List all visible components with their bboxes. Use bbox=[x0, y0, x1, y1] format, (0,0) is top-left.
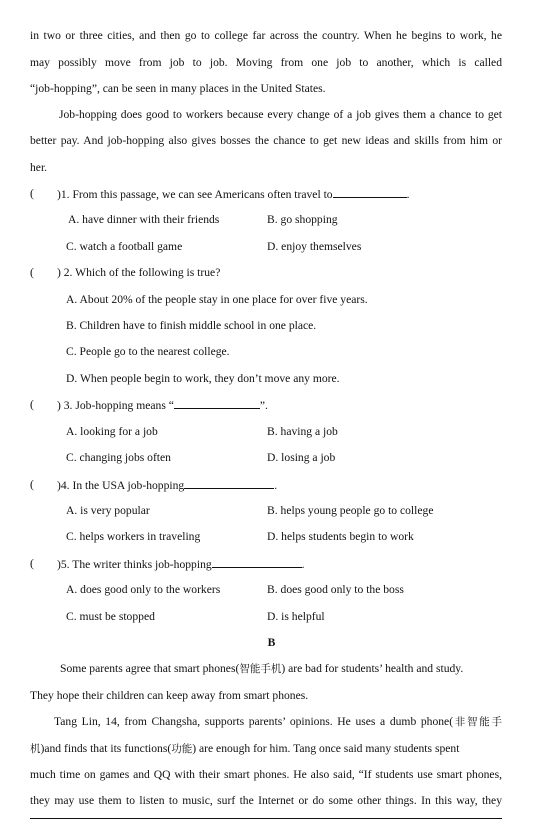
section-heading: B bbox=[267, 636, 276, 649]
passage-line: may possibly move from job to job. Moving from one job to another, which is called bbox=[30, 56, 502, 69]
option-b[interactable]: B. having a job bbox=[267, 425, 338, 438]
option-c[interactable]: C. must be stopped bbox=[66, 610, 155, 623]
option-c[interactable]: C. People go to the nearest college. bbox=[66, 345, 230, 358]
passage-line: in two or three cities, and then go to college far across the country. When he begins to work, he bbox=[30, 29, 502, 42]
answer-blank[interactable] bbox=[333, 187, 407, 198]
question-stem: )5. The writer thinks job-hopping . bbox=[57, 558, 305, 571]
passage-line: Some parents agree that smart phones(智能手机) are bad for students’ health and study. bbox=[60, 662, 464, 675]
answer-bracket[interactable]: ( bbox=[30, 398, 34, 411]
answer-blank[interactable] bbox=[174, 398, 260, 409]
option-d[interactable]: D. enjoy themselves bbox=[267, 240, 362, 253]
option-d[interactable]: D. is helpful bbox=[267, 610, 325, 623]
option-b[interactable]: B. helps young people go to college bbox=[267, 504, 434, 517]
question-stem: ) 2. Which of the following is true? bbox=[57, 266, 221, 279]
passage-line: her. bbox=[30, 161, 48, 174]
question-stem: )1. From this passage, we can see Americans often travel to . bbox=[57, 188, 410, 201]
option-c[interactable]: C. helps workers in traveling bbox=[66, 530, 201, 543]
passage-line: “job-hopping”, can be seen in many places in the United States. bbox=[30, 82, 326, 95]
answer-blank[interactable] bbox=[212, 557, 302, 568]
answer-bracket[interactable]: ( bbox=[30, 557, 34, 570]
option-c[interactable]: C. changing jobs often bbox=[66, 451, 171, 464]
option-d[interactable]: D. losing a job bbox=[267, 451, 336, 464]
option-d[interactable]: D. When people begin to work, they don’t move any more. bbox=[66, 372, 340, 385]
option-b[interactable]: B. go shopping bbox=[267, 213, 338, 226]
passage-line: 机)and finds that its functions(功能) are enough for him. Tang once said many students spent bbox=[30, 742, 460, 755]
answer-bracket[interactable]: ( bbox=[30, 266, 34, 279]
option-b[interactable]: B. Children have to finish middle school in one place. bbox=[66, 319, 317, 332]
passage-line: Tang Lin, 14, from Changsha, supports parents’ opinions. He uses a dumb phone(非智能手 bbox=[54, 715, 502, 728]
page-bottom-rule bbox=[30, 818, 502, 819]
option-a[interactable]: A. have dinner with their friends bbox=[68, 213, 220, 226]
answer-bracket[interactable]: ( bbox=[30, 187, 34, 200]
passage-line: much time on games and QQ with their smart phones. He also said, “If students use smart phones, bbox=[30, 768, 502, 781]
answer-bracket[interactable]: ( bbox=[30, 478, 34, 491]
option-d[interactable]: D. helps students begin to work bbox=[267, 530, 414, 543]
passage-line: better pay. And job-hopping also gives bosses the chance to get new ideas and skills from him or bbox=[30, 134, 502, 147]
option-a[interactable]: A. About 20% of the people stay in one place for over five years. bbox=[66, 293, 368, 306]
option-b[interactable]: B. does good only to the boss bbox=[267, 583, 404, 596]
option-a[interactable]: A. looking for a job bbox=[66, 425, 158, 438]
question-stem: )4. In the USA job-hopping . bbox=[57, 479, 278, 492]
option-a[interactable]: A. does good only to the workers bbox=[66, 583, 221, 596]
passage-line: they may use them to listen to music, surf the Internet or do some other things. In this way, they bbox=[30, 794, 502, 807]
option-c[interactable]: C. watch a football game bbox=[66, 240, 183, 253]
passage-line: They hope their children can keep away from smart phones. bbox=[30, 689, 309, 702]
question-stem: ) 3. Job-hopping means “ ”. bbox=[57, 399, 268, 412]
answer-blank[interactable] bbox=[184, 478, 274, 489]
option-a[interactable]: A. is very popular bbox=[66, 504, 150, 517]
passage-line: Job-hopping does good to workers because every change of a job gives them a chance to get bbox=[59, 108, 502, 121]
